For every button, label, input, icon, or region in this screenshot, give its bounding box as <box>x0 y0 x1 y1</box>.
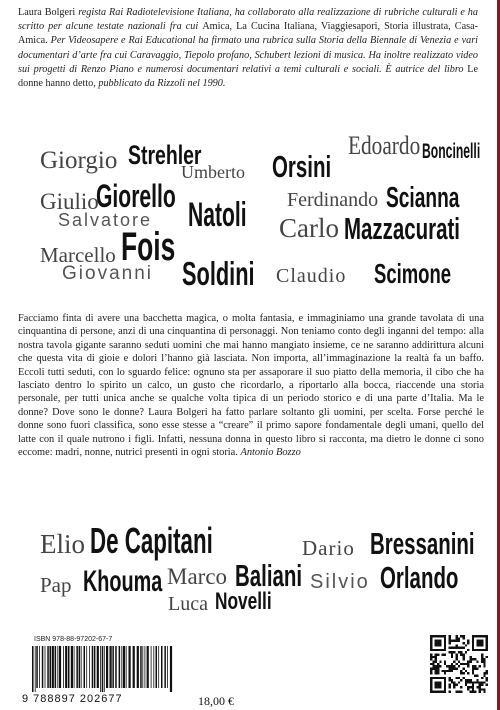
name-first: Giulio <box>40 189 99 214</box>
qr-module <box>462 647 464 649</box>
qr-module <box>483 672 485 674</box>
name-last: Baliani <box>235 558 303 593</box>
qr-module <box>465 681 467 683</box>
qr-module <box>453 651 455 653</box>
barcode-bar <box>123 646 125 688</box>
qr-module <box>472 667 474 669</box>
barcode-bar <box>142 646 143 688</box>
qr-module <box>472 672 474 674</box>
barcode-bar <box>65 646 67 688</box>
qr-module <box>460 691 462 693</box>
qr-module <box>439 661 441 663</box>
barcode-bar <box>145 646 146 688</box>
qr-module <box>453 686 455 688</box>
qr-module <box>449 640 451 642</box>
bio-text-2: Per Videosapere e Rai Educational ha firmato una rubrica sulla Storia della Biennale di Venezia e vari documentari d’arte fra cui Caravaggio, Tiepolo profano, Schubert lezioni di musica. Ha inoltre realizzato video sui progetti di Renzo Piano e numerosi documentari relativi a temi culturali e sociali. È autrice del libro <box>18 35 478 75</box>
qr-module <box>462 658 464 660</box>
barcode-bar <box>129 646 131 688</box>
qr-module <box>467 665 469 667</box>
qr-module <box>483 663 485 665</box>
barcode-bar <box>110 646 112 688</box>
barcode-bar <box>32 646 34 692</box>
qr-module <box>481 656 483 658</box>
qr-module <box>479 681 481 683</box>
barcode-bar <box>164 646 166 688</box>
qr-module <box>479 684 481 686</box>
qr-module <box>476 681 478 683</box>
qr-module <box>446 670 448 672</box>
barcode-bar <box>35 646 36 692</box>
qr-module <box>476 679 478 681</box>
qr-module <box>430 656 432 658</box>
bio-text-1: regista Rai Radiotelevisione Italiana, ha collaborato alla realizzazione di rubriche culturali e ha scritto per alcune testate nazionali fra cui <box>18 7 478 33</box>
qr-module <box>458 677 460 679</box>
qr-module <box>456 647 458 649</box>
qr-module <box>449 647 451 649</box>
qr-module <box>467 661 469 663</box>
qr-module <box>472 681 474 683</box>
qr-module <box>483 688 485 690</box>
qr-module <box>453 661 455 663</box>
qr-module <box>474 674 476 676</box>
qr-module <box>456 637 458 639</box>
qr-module <box>456 635 458 637</box>
name-first: Pap <box>40 573 72 597</box>
qr-module <box>467 672 469 674</box>
qr-module <box>458 691 460 693</box>
qr-module <box>486 679 488 681</box>
name-first: Marco <box>167 564 228 589</box>
qr-module <box>453 684 455 686</box>
qr-module <box>449 635 451 637</box>
qr-module <box>460 686 462 688</box>
qr-module <box>460 651 462 653</box>
qr-module <box>476 674 478 676</box>
name-last: Natoli <box>188 196 247 234</box>
qr-module <box>481 684 483 686</box>
barcode-bar <box>104 646 105 692</box>
qr-module <box>456 640 458 642</box>
barcode-bar <box>71 646 73 688</box>
qr-module <box>451 654 453 656</box>
qr-module <box>472 686 474 688</box>
name-first: Giovanni <box>62 263 153 284</box>
qr-module <box>472 665 474 667</box>
qr-module <box>458 681 460 683</box>
barcode-bar <box>121 646 122 688</box>
qr-module <box>465 684 467 686</box>
qr-module <box>439 665 441 667</box>
qr-module <box>474 667 476 669</box>
qr-module <box>467 681 469 683</box>
qr-module <box>444 663 446 665</box>
name-first: Claudio <box>276 265 347 287</box>
qr-module <box>435 658 437 660</box>
qr-module <box>451 651 453 653</box>
barcode-bar <box>63 646 64 688</box>
qr-module <box>458 661 460 663</box>
qr-module <box>460 635 462 637</box>
qr-module <box>435 656 437 658</box>
qr-module <box>446 665 448 667</box>
qr-module <box>442 654 444 656</box>
barcode-bar <box>137 646 139 688</box>
name-last: Orlando <box>380 560 459 595</box>
qr-module <box>453 667 455 669</box>
qr-module <box>465 670 467 672</box>
name-first: Elio <box>40 529 85 559</box>
qr-module <box>476 686 478 688</box>
barcode-bar <box>59 646 61 688</box>
name-first: Salvatore <box>58 210 153 230</box>
qr-module <box>467 640 469 642</box>
qr-module <box>430 658 432 660</box>
barcode-bar <box>42 646 44 688</box>
qr-module <box>449 642 451 644</box>
name-first: Edoardo <box>348 131 421 160</box>
qr-module <box>462 672 464 674</box>
qr-module <box>465 679 467 681</box>
qr-module <box>432 663 434 665</box>
barcode-bar <box>36 646 38 688</box>
qr-module <box>483 681 485 683</box>
qr-module <box>435 670 437 672</box>
blurb-text: Facciamo finta di avere una bacchetta magica, o molta fantasia, e immaginiamo una grande tavolata di una cinquantina di persone, anzi di una cinquantina di personaggi. Non teniamo conto degli inganni del tempo: alla nostra tavola gigante saranno seduti uomini che mai hanno mangiato insieme, ce ne saranno addirittura alcuni che questa vita di gioie e dolori l’hanno già lasciata. Non importa, all’immaginazione la realtà fa un baffo. Eccoli tutti seduti, con lo sguardo felice: ognuno sta per assaporare il suo piatto della memoria, il cibo che ha lasciato dentro lo spirito un calco, un gusto che ricordarlo, a riportarlo alla bocca, riaccende una storia personale, per tutti unica anche se qualche volta tipica di un periodo storico e di una parte d’Italia. Ma le donne? Dove sono le donne? Laura Bolgeri ha fatto parlare soltanto gli uomini, per scelta. Forse perché le donne sono fuori classifica, sono esse stesse a “creare” il primo sapore fondamentale degli umani, quello del latte con il quale nutrono i figli. Infatti, nessuna donna in questo libro si racconta, ma dietro le donne ci sono eccome: madri, nonne, nutrici presenti in ogni storia. <box>18 313 484 459</box>
qr-module <box>469 661 471 663</box>
barcode-bar <box>161 646 163 688</box>
qr-module <box>451 663 453 665</box>
qr-module <box>474 665 476 667</box>
barcode-bar <box>112 646 114 688</box>
qr-module <box>458 637 460 639</box>
barcode-bar <box>106 646 108 688</box>
barcode-bar <box>39 646 40 688</box>
barcode-bar <box>57 646 58 688</box>
qr-module <box>467 649 469 651</box>
qr-module <box>472 691 474 693</box>
name-last: Giorello <box>96 178 176 214</box>
qr-module <box>486 670 488 672</box>
qr-module <box>460 663 462 665</box>
qr-module <box>449 665 451 667</box>
barcode-bar <box>84 646 86 688</box>
barcode-bar <box>97 646 99 688</box>
qr-code <box>430 635 488 693</box>
name-last: Soldini <box>182 255 255 292</box>
qr-module <box>449 691 451 693</box>
qr-module <box>486 672 488 674</box>
qr-module <box>435 665 437 667</box>
barcode-bar <box>74 646 75 688</box>
barcode-bar <box>167 646 168 688</box>
qr-module <box>474 681 476 683</box>
name-first: Giorgio <box>40 147 118 174</box>
isbn-label: ISBN 978-88-97202-67-7 <box>34 636 113 643</box>
barcode-digits: 9 788897 202677 <box>22 693 123 705</box>
price: 18,00 € <box>198 694 234 708</box>
name-first: Silvio <box>310 571 370 593</box>
qr-module <box>462 642 464 644</box>
name-first: Umberto <box>181 162 245 182</box>
qr-module <box>453 640 455 642</box>
qr-module <box>460 679 462 681</box>
qr-module <box>479 686 481 688</box>
name-last: Bressanini <box>370 526 475 561</box>
qr-module <box>432 661 434 663</box>
barcode-bar <box>140 646 142 688</box>
qr-module <box>451 670 453 672</box>
qr-module <box>469 658 471 660</box>
qr-module <box>476 661 478 663</box>
qr-module <box>456 658 458 660</box>
qr-module <box>435 654 437 656</box>
qr-module <box>451 679 453 681</box>
qr-module <box>442 670 444 672</box>
qr-module <box>481 654 483 656</box>
barcode-bar <box>79 646 81 688</box>
qr-module <box>458 651 460 653</box>
barcode-bar <box>55 646 57 688</box>
qr-module <box>467 663 469 665</box>
qr-module <box>486 684 488 686</box>
name-last: Mazzacurati <box>344 211 460 246</box>
qr-module <box>444 672 446 674</box>
qr-module <box>456 644 458 646</box>
qr-module <box>460 670 462 672</box>
qr-module <box>474 691 476 693</box>
qr-module <box>437 670 439 672</box>
qr-module <box>486 656 488 658</box>
bio-magazines: Amica, La Cucina Italiana, Viaggiesapori, Storia illustrata, Casa-Amica. <box>18 21 479 47</box>
qr-module <box>479 688 481 690</box>
qr-module <box>483 665 485 667</box>
qr-module <box>451 647 453 649</box>
qr-module <box>483 658 485 660</box>
qr-module <box>479 691 481 693</box>
bio-text-3: pubblicato da Rizzoli nel 1990. <box>98 78 226 90</box>
qr-module <box>456 684 458 686</box>
qr-module <box>444 670 446 672</box>
barcode-bar <box>81 646 82 688</box>
barcode-bar <box>156 646 158 688</box>
qr-module <box>456 677 458 679</box>
barcode-bar <box>147 646 149 688</box>
qr-module <box>467 686 469 688</box>
barcode-bar <box>170 646 172 692</box>
qr-module <box>444 654 446 656</box>
qr-module <box>472 684 474 686</box>
qr-module <box>458 647 460 649</box>
barcode-bar <box>89 646 90 688</box>
qr-module <box>451 681 453 683</box>
qr-module <box>456 667 458 669</box>
qr-module <box>430 663 432 665</box>
qr-module <box>458 665 460 667</box>
qr-module <box>460 672 462 674</box>
qr-module <box>451 667 453 669</box>
qr-module <box>432 656 434 658</box>
barcode-bar <box>133 646 135 688</box>
qr-module <box>456 656 458 658</box>
qr-module <box>458 640 460 642</box>
qr-module <box>435 681 442 688</box>
barcode-bar <box>119 646 121 688</box>
name-first: Dario <box>302 536 355 560</box>
qr-module <box>476 640 483 647</box>
qr-module <box>472 688 474 690</box>
qr-module <box>437 667 439 669</box>
blurb-author: Antonio Bozzo <box>240 447 301 459</box>
qr-module <box>462 667 464 669</box>
name-first: Marcello <box>40 243 116 267</box>
barcode-bar <box>76 646 78 688</box>
qr-module <box>469 691 471 693</box>
qr-module <box>432 667 434 669</box>
barcode <box>30 646 174 692</box>
barcode-bar <box>45 646 46 688</box>
qr-module <box>472 670 474 672</box>
barcode-bar <box>47 646 49 688</box>
bio-book-title: Le donne hanno detto, <box>18 63 478 90</box>
qr-module <box>472 658 474 660</box>
barcode-bar <box>86 646 87 688</box>
qr-module <box>467 679 469 681</box>
qr-module <box>481 677 483 679</box>
barcode-bar <box>151 646 152 688</box>
qr-module <box>437 672 439 674</box>
qr-module <box>481 681 483 683</box>
qr-module <box>465 651 467 653</box>
qr-module <box>437 663 439 665</box>
qr-module <box>449 677 451 679</box>
barcode-bar <box>115 646 117 688</box>
name-last: Strehler <box>128 140 202 170</box>
barcode-bar <box>102 646 104 692</box>
qr-module <box>465 644 467 646</box>
qr-module <box>469 656 471 658</box>
barcode-bar <box>68 646 70 688</box>
name-first: Carlo <box>279 213 339 243</box>
qr-module <box>467 688 469 690</box>
qr-module <box>435 672 437 674</box>
name-first: Ferdinando <box>287 189 379 211</box>
qr-module <box>451 665 453 667</box>
barcode-bar <box>50 646 52 688</box>
qr-module <box>462 677 464 679</box>
qr-module <box>462 637 464 639</box>
qr-module <box>479 665 481 667</box>
qr-module <box>483 691 485 693</box>
qr-module <box>449 651 451 653</box>
qr-module <box>449 686 451 688</box>
qr-module <box>437 654 439 656</box>
qr-module <box>430 654 432 656</box>
qr-module <box>449 684 451 686</box>
qr-module <box>456 691 458 693</box>
qr-module <box>430 667 432 669</box>
qr-module <box>449 679 451 681</box>
qr-module <box>449 637 451 639</box>
name-last: Orsini <box>272 149 332 184</box>
qr-module <box>456 654 458 656</box>
name-last: Khouma <box>83 565 163 598</box>
qr-module <box>437 665 439 667</box>
qr-module <box>430 672 432 674</box>
name-last: Novelli <box>215 588 272 615</box>
qr-module <box>462 654 464 656</box>
qr-module <box>481 688 483 690</box>
barcode-bar <box>52 646 54 688</box>
barcode-bar <box>158 646 159 688</box>
qr-module <box>462 656 464 658</box>
qr-module <box>453 647 455 649</box>
barcode-bar <box>92 646 94 688</box>
qr-module <box>474 658 476 660</box>
qr-module <box>435 640 442 647</box>
qr-module <box>469 679 471 681</box>
qr-module <box>451 640 453 642</box>
qr-module <box>476 667 478 669</box>
barcode-bar <box>100 646 101 692</box>
qr-module <box>481 658 483 660</box>
barcode-bar <box>94 646 96 688</box>
name-last: De Capitani <box>90 520 213 561</box>
name-last: Fois <box>121 225 176 269</box>
barcode-bar <box>153 646 154 688</box>
qr-module <box>449 667 451 669</box>
qr-module <box>483 674 485 676</box>
name-last: Scianna <box>386 182 460 214</box>
qr-module <box>435 667 437 669</box>
bio-name: Laura Bolgeri <box>18 7 79 18</box>
qr-module <box>462 663 464 665</box>
qr-module <box>462 635 464 637</box>
qr-module <box>460 654 462 656</box>
qr-module <box>469 681 471 683</box>
qr-module <box>444 661 446 663</box>
qr-module <box>430 670 432 672</box>
barcode-bar <box>126 646 127 688</box>
qr-module <box>483 661 485 663</box>
name-first: Luca <box>168 593 208 615</box>
qr-module <box>486 677 488 679</box>
qr-module <box>460 647 462 649</box>
qr-module <box>449 670 451 672</box>
qr-module <box>435 661 437 663</box>
qr-module <box>453 681 455 683</box>
qr-module <box>453 665 455 667</box>
name-last: Scimone <box>374 258 452 289</box>
qr-module <box>481 661 483 663</box>
qr-module <box>432 665 434 667</box>
qr-module <box>465 663 467 665</box>
qr-module <box>467 642 469 644</box>
qr-module <box>456 663 458 665</box>
qr-module <box>451 656 453 658</box>
name-last: Boncinelli <box>422 140 481 163</box>
qr-module <box>469 686 471 688</box>
